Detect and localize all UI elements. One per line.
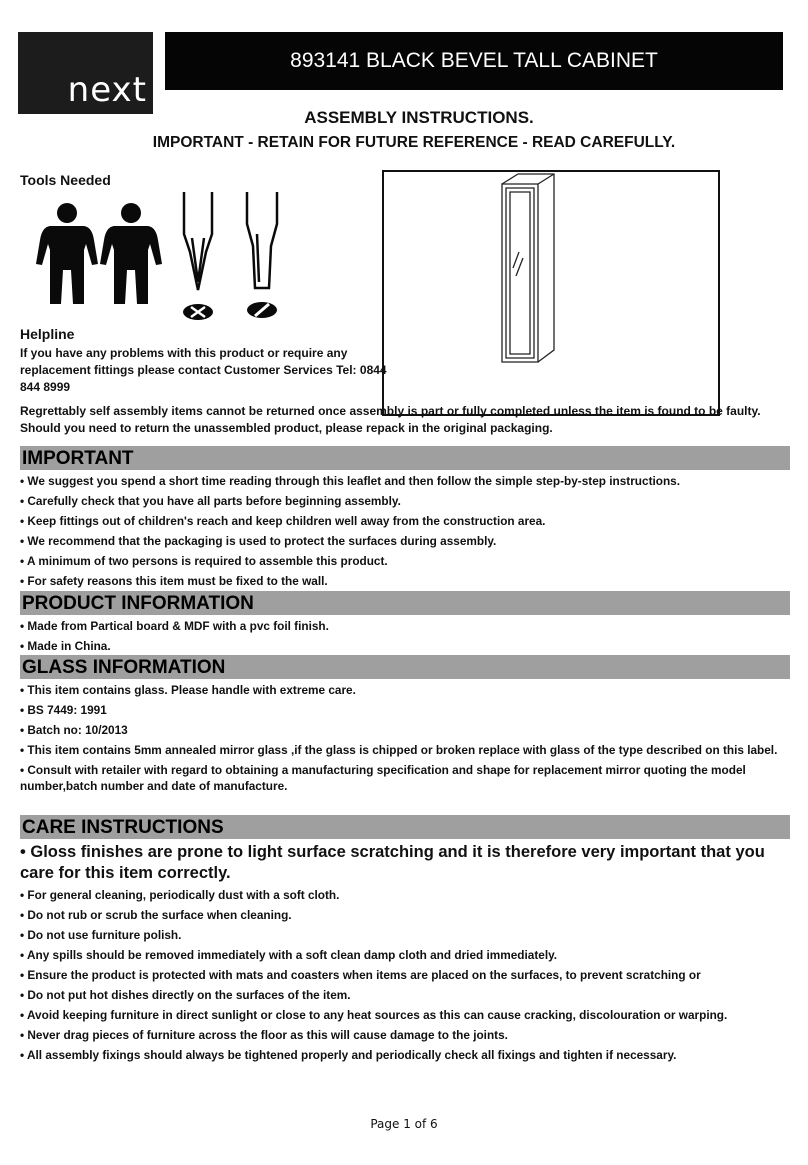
retain-notice-heading: IMPORTANT - RETAIN FOR FUTURE REFERENCE - READ CAREFULLY. [152,134,676,151]
person-icon [36,203,98,304]
tall-cabinet-illustration [384,172,718,414]
list-item: • Made in China. [20,639,111,653]
list-item: • For general cleaning, periodically dust with a soft cloth. [20,888,340,902]
list-item: • Keep fittings out of children's reach and keep children well away from the construction area. [20,514,546,528]
list-item: • A minimum of two persons is required to assemble this product. [20,554,388,568]
list-item: • Any spills should be removed immediately with a soft clean damp cloth and dried immediately. [20,948,558,962]
phillips-screwdriver-icon [183,192,213,320]
list-item: • Do not use furniture polish. [20,928,182,942]
list-item: • We recommend that the packaging is used to protect the surfaces during assembly. [20,534,497,548]
list-item: • Ensure the product is protected with mats and coasters when items are placed on the surfaces, to prevent scratching or [20,968,701,982]
section-heading: CARE INSTRUCTIONS [20,815,790,839]
list-item: • This item contains 5mm annealed mirror glass ,if the glass is chipped or broken replace with glass of the type described on this label. [20,743,778,757]
section-important [20,446,790,593]
list-item: • Do not put hot dishes directly on the surfaces of the item. [20,988,351,1002]
page-number: Page 1 of 6 [370,1117,438,1131]
section-heading: PRODUCT INFORMATION [20,591,790,615]
brand-logo-text: next [67,70,147,110]
section-heading: IMPORTANT [20,446,790,470]
list-item: • Avoid keeping furniture in direct sunlight or close to any heat sources as this can cause cracking, discolouration or warping. [20,1008,728,1022]
flathead-screwdriver-icon [247,192,277,318]
product-title: 893141 BLACK BEVEL TALL CABINET [290,49,658,72]
helpline-label: Helpline [20,326,75,342]
list-item: • This item contains glass. Please handle with extreme care. [20,683,356,697]
section-glass-information [20,655,790,798]
list-item: • All assembly fixings should always be tightened properly and periodically check all fixings and tighten if necessary. [20,1048,677,1062]
list-item: • Consult with retailer with regard to obtaining a manufacturing specification and shape for replacement mirror quoting the model number,batch number and date of manufacture. [20,763,746,793]
list-item: • Made from Partical board & MDF with a pvc foil finish. [20,619,329,633]
list-item: • BS 7449: 1991 [20,703,107,717]
product-title-bar [165,32,783,90]
list-item: • Batch no: 10/2013 [20,723,128,737]
section-care-instructions [20,815,790,1067]
care-lead-text: • Gloss finishes are prone to light surface scratching and it is therefore very important that you care for this item correctly. [20,843,765,882]
person-icon [100,203,162,304]
list-item: • Carefully check that you have all parts before beginning assembly. [20,494,401,508]
tools-needed-label: Tools Needed [20,172,111,188]
list-item: • Do not rub or scrub the surface when cleaning. [20,908,292,922]
section-heading: GLASS INFORMATION [20,655,790,679]
returns-notice: Regrettably self assembly items cannot be returned once assembly is part or fully completed unless the item is found to be faulty. Should you need to return the unassembled product, please repack in the original packaging. [20,404,761,435]
cabinet-illustration-frame [382,170,720,416]
list-item: • For safety reasons this item must be fixed to the wall. [20,574,328,588]
assembly-heading: ASSEMBLY INSTRUCTIONS. [304,108,534,127]
helpline-text: If you have any problems with this product or require any replacement fittings please contact Customer Services Tel: 0844 844 8999 [20,346,387,394]
tools-illustration [28,190,288,325]
brand-logo [18,32,153,114]
section-product-information [20,591,790,658]
list-item: • We suggest you spend a short time reading through this leaflet and then follow the simple step-by-step instructions. [20,474,681,488]
list-item: • Never drag pieces of furniture across the floor as this will cause damage to the joints. [20,1028,508,1042]
